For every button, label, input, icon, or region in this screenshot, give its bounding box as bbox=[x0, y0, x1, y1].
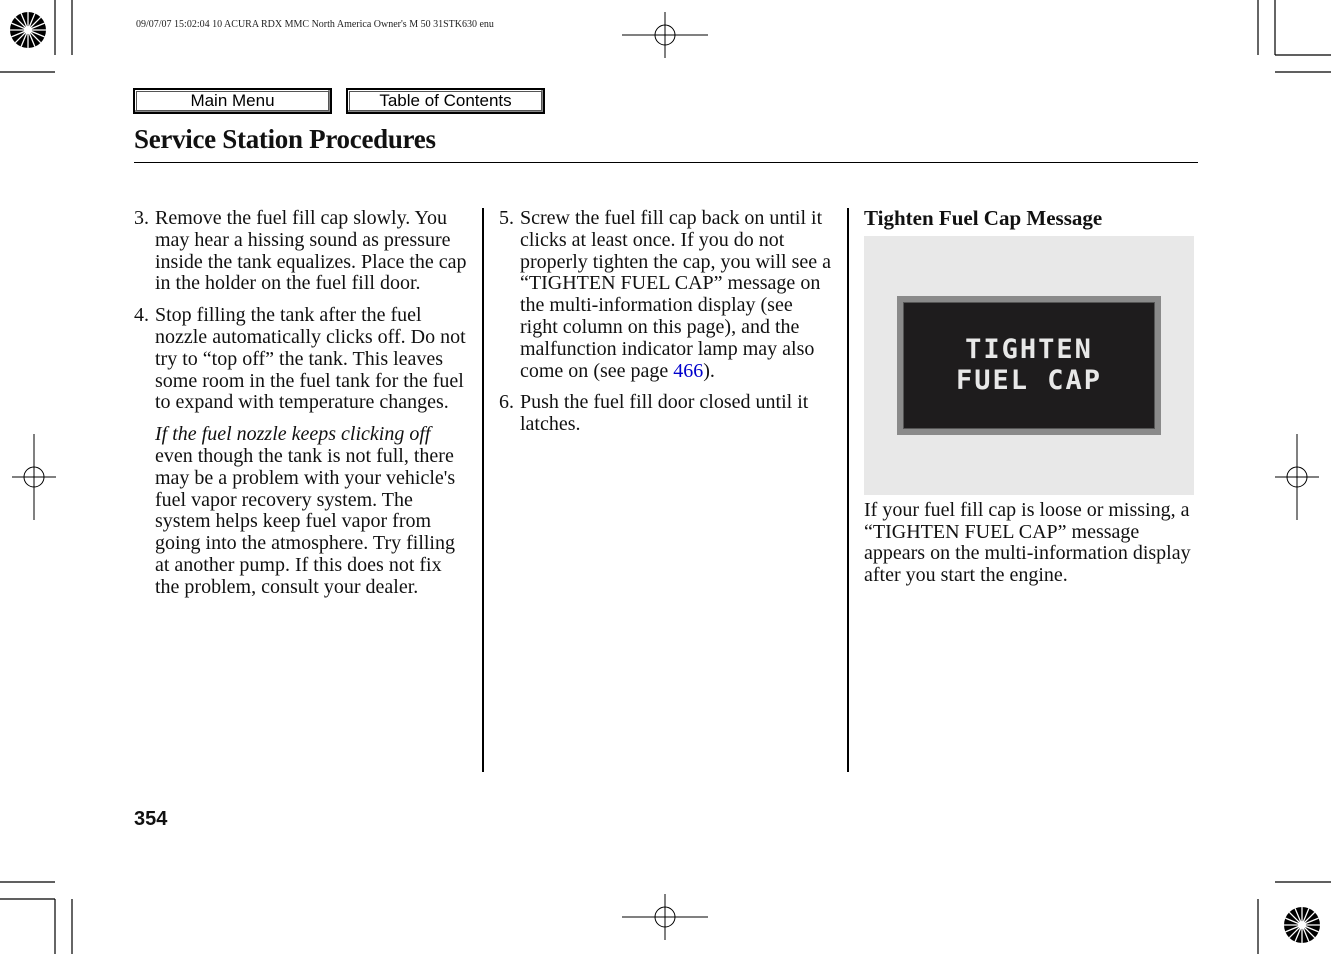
column-divider bbox=[482, 208, 484, 772]
multi-information-display bbox=[903, 302, 1155, 429]
note-heading: If the fuel nozzle keeps clicking off bbox=[155, 423, 431, 446]
step-number: 5. bbox=[499, 207, 514, 229]
step-text: Push the fuel fill door closed until it latches. bbox=[520, 391, 809, 436]
print-info: 09/07/07 15:02:04 10 ACURA RDX MMC North America Owner's M 50 31STK630 enu bbox=[136, 19, 494, 30]
section-heading: Tighten Fuel Cap Message bbox=[864, 206, 1103, 230]
main-menu-button[interactable]: Main Menu bbox=[133, 88, 332, 114]
see-page-text: (see page bbox=[593, 359, 674, 382]
note-block bbox=[134, 424, 468, 598]
title-rule bbox=[134, 162, 1198, 163]
page-number: 354 bbox=[134, 808, 168, 830]
column-divider bbox=[847, 208, 849, 772]
table-of-contents-button[interactable]: Table of Contents bbox=[346, 88, 545, 114]
note-text: even though the tank is not full, there may be a problem with your vehicle's fuel vapor recovery system. The system helps keep fuel vapor from going into the atmosphere. Try filling at another pump. If this does not fix the problem, consult your dealer. bbox=[155, 444, 456, 598]
step-text: Screw the fuel fill cap back on until it clicks at least once. If you do not properly tighten the cap, you will see a “TIGHTEN FUEL CAP” message on the multi-information display (see right column on this page), and the malfunction indicator lamp may also come on bbox=[520, 207, 832, 382]
see-page-end: ). bbox=[703, 359, 715, 382]
step-number: 6. bbox=[499, 391, 514, 414]
step-text: Stop filling the tank after the fuel nozzle automatically clicks off. Do not try to “top off” the tank. This leaves some room in the fuel tank for the fuel to expand with temperature changes. bbox=[155, 304, 466, 414]
display-line-2: FUEL CAP bbox=[955, 365, 1103, 397]
step-number: 4. bbox=[134, 304, 149, 327]
page-title: Service Station Procedures bbox=[134, 124, 436, 154]
step-number: 3. bbox=[134, 207, 149, 229]
step-4 bbox=[134, 305, 468, 414]
step-text: Remove the fuel fill cap slowly. You may hear a hissing sound as pressure inside the tank equalizes. Place the cap in the holder on the fuel fill door. bbox=[155, 207, 467, 295]
step-5 bbox=[499, 208, 833, 382]
step-6 bbox=[499, 392, 833, 436]
display-frame bbox=[897, 296, 1161, 435]
column-middle bbox=[499, 208, 833, 446]
column-left bbox=[134, 208, 468, 599]
section-text: If your fuel fill cap is loose or missing, a “TIGHTEN FUEL CAP” message appears on the multi-information display after you start the engine. bbox=[864, 498, 1191, 587]
page-466-link[interactable]: 466 bbox=[673, 359, 704, 382]
column-right bbox=[864, 208, 1199, 587]
display-line-1: TIGHTEN bbox=[965, 334, 1093, 366]
step-3 bbox=[134, 208, 468, 295]
display-illustration bbox=[864, 236, 1194, 495]
